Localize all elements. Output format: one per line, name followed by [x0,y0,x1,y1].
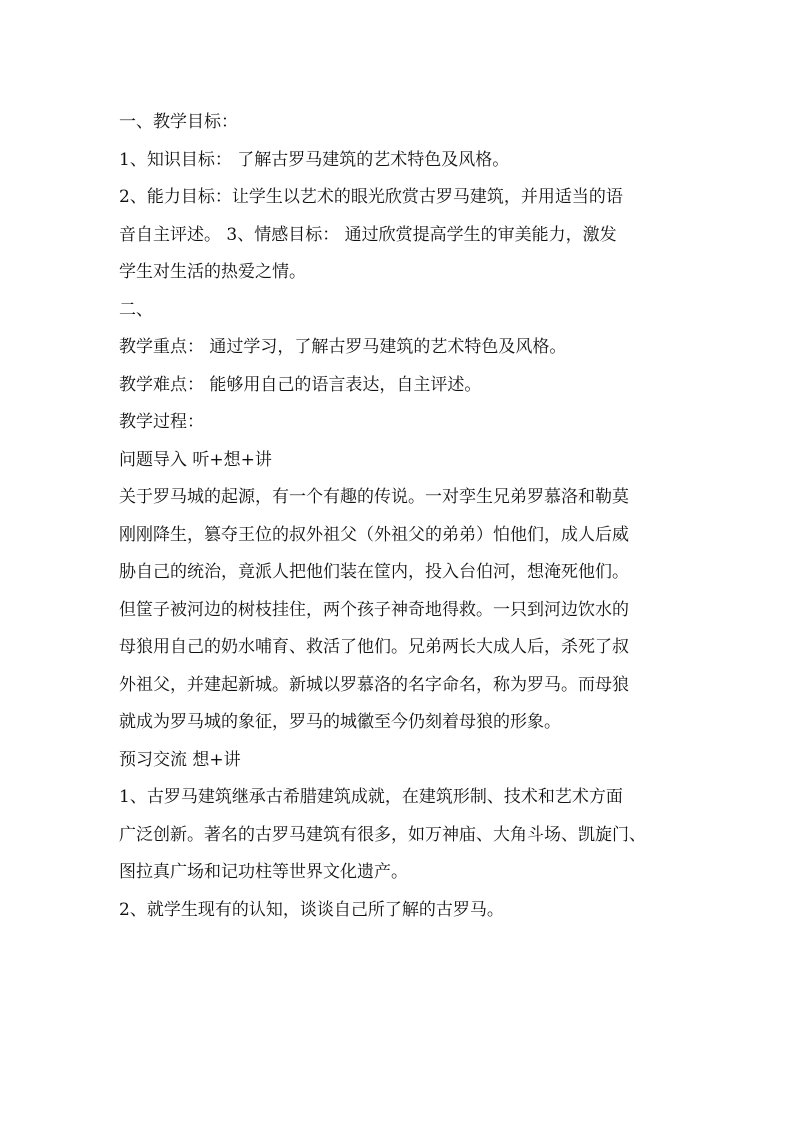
teaching-focus: 教学重点： 通过学习，了解古罗马建筑的艺术特色及风格。 [119,337,567,357]
teaching-difficulty: 教学难点： 能够用自己的语言表达，自主评述。 [119,374,482,395]
teaching-process-heading: 教学过程： [119,412,204,432]
roman-architecture-item-line-1: 1、古罗马建筑继承古希腊建筑成就，在建筑形制、技术和艺术方面 [119,787,623,807]
legend-paragraph-line-6: 外祖父，并建起新城。新城以罗慕洛的名字命名，称为罗马。而母狼 [119,674,629,695]
legend-paragraph-line-3: 胁自己的统治，竟派人把他们装在筐内，投入台伯河，想淹死他们。 [119,562,629,582]
legend-paragraph-line-1: 关于罗马城的起源，有一个有趣的传说。一对孪生兄弟罗慕洛和勒莫 [119,487,629,507]
section-heading-objectives: 一、教学目标： [119,112,238,132]
legend-paragraph-line-4: 但筐子被河边的树枝挂住，两个孩子神奇地得救。一只到河边饮水的 [119,599,629,620]
ability-objective-line-1: 2、能力目标：让学生以艺术的眼光欣赏古罗马建筑，并用适当的语 [119,187,623,207]
preview-exchange-heading: 预习交流 想+讲 [119,749,241,770]
roman-architecture-item-line-2: 广泛创新。著名的古罗马建筑有很多，如万神庙、大角斗场、凯旋门、 [119,824,646,845]
document-body [119,104,679,929]
legend-paragraph-line-2: 刚刚降生，篡夺王位的叔外祖父（外祖父的弟弟）怕他们，成人后威 [119,524,629,545]
legend-paragraph-line-5: 母狼用自己的奶水哺育、救活了他们。兄弟两长大成人后，杀死了叔 [119,637,629,657]
roman-architecture-item-line-3: 图拉真广场和记功柱等世界文化遗产。 [119,862,408,882]
question-introduction-heading: 问题导入 听+想+讲 [119,449,272,470]
knowledge-objective: 1、知识目标： 了解古罗马建筑的艺术特色及风格。 [119,149,510,170]
student-knowledge-item: 2、就学生现有的认知，谈谈自己所了解的古罗马。 [119,899,504,920]
legend-paragraph-line-7: 就成为罗马城的象征，罗马的城徽至今仍刻着母狼的形象。 [119,712,561,732]
emotion-objective-line: 学生对生活的热爱之情。 [119,262,306,282]
section-heading-two: 二、 [119,299,153,320]
ability-objective-line-2: 音自主评述。 3、情感目标： 通过欣赏提高学生的审美能力，激发 [119,224,617,245]
